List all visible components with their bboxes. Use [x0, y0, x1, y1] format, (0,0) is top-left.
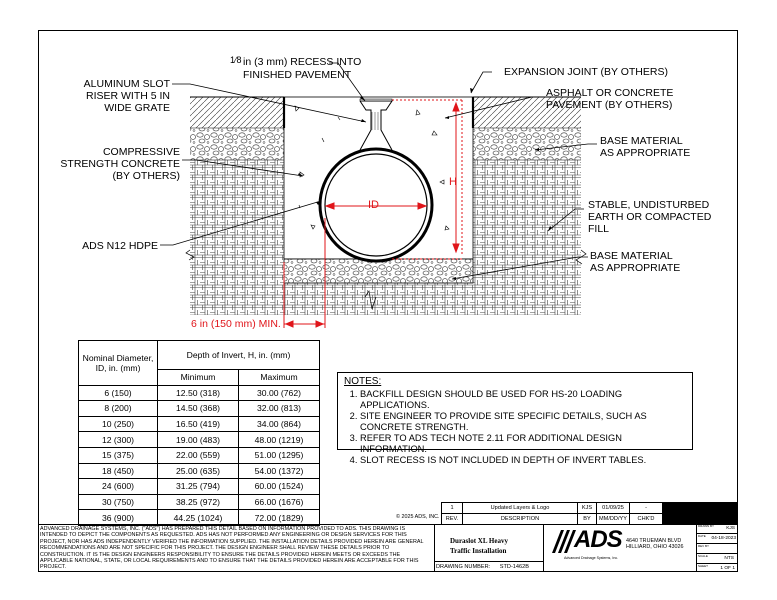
table-cell-min: 12.50 (318)	[158, 385, 239, 401]
rev-header-by: BY	[577, 513, 597, 525]
earth-right	[473, 160, 581, 315]
table-header-min: Minimum	[158, 370, 239, 386]
stable-earth-label: STABLE, UNDISTURBED EARTH OR COMPACTED FILL	[588, 199, 712, 235]
table-cell-min: 38.25 (972)	[158, 494, 239, 510]
table-cell-max: 32.00 (813)	[239, 401, 320, 417]
earth-bottom	[284, 283, 473, 315]
table-row	[79, 385, 320, 401]
id-dimension-label: ID	[368, 199, 379, 211]
rev-number: 1	[441, 502, 463, 514]
slot-riser-label: ALUMINUM SLOT RISER WITH 5 IN WIDE GRATE	[83, 78, 170, 114]
asphalt-label: ASPHALT OR CONCRETE PAVEMENT (BY OTHERS)	[546, 87, 674, 111]
note-item: 4. SLOT RECESS IS NOT INCLUDED IN DEPTH OF INVERT TABLES.	[360, 455, 686, 466]
base-material-bottom-label: BASE MATERIAL AS APPROPRIATE	[590, 250, 681, 274]
ads-logo: ADS Advanced Drainage Systems, Inc.	[550, 528, 620, 562]
table-cell-diameter: 10 (250)	[79, 416, 158, 432]
rev-header-rev: REV.	[441, 513, 463, 525]
table-row	[79, 447, 320, 463]
rev-header-description: DESCRIPTION	[462, 513, 578, 525]
table-row	[79, 416, 320, 432]
copyright: © 2025 ADS, INC.	[396, 514, 440, 520]
table-cell-max: 54.00 (1372)	[239, 463, 320, 479]
rev-header-date: MM/DD/YY	[596, 513, 630, 525]
table-cell-diameter: 36 (900)	[79, 510, 158, 526]
table-row	[79, 463, 320, 479]
invert-depth-table	[78, 340, 320, 526]
table-row	[79, 401, 320, 417]
table-cell-max: 51.00 (1295)	[239, 447, 320, 463]
table-row	[79, 432, 320, 448]
base-gravel-left	[190, 128, 284, 160]
compressive-concrete-label: COMPRESSIVE STRENGTH CONCRETE (BY OTHERS)	[60, 146, 180, 182]
recess-fraction: 1⁄8	[230, 55, 242, 65]
base-gravel-right	[473, 128, 581, 160]
table-cell-max: 60.00 (1524)	[239, 479, 320, 495]
drawing-number-row	[434, 561, 544, 572]
table-row	[79, 479, 320, 495]
rev-description: Updated Layers & Logo	[462, 502, 578, 514]
title-block-black-bar	[663, 502, 738, 525]
base-material-top-label: BASE MATERIAL AS APPROPRIATE	[600, 135, 691, 159]
table-cell-diameter: 6 (150)	[79, 385, 158, 401]
table-cell-diameter: 12 (300)	[79, 432, 158, 448]
rev-checked: -	[629, 502, 663, 514]
table-row	[79, 494, 320, 510]
table-cell-diameter: 15 (375)	[79, 447, 158, 463]
note-item: 3. REFER TO ADS TECH NOTE 2.11 FOR ADDITIONAL DESIGN INFORMATION.	[360, 433, 686, 455]
table-cell-min: 25.00 (635)	[158, 463, 239, 479]
note-item: 2. SITE ENGINEER TO PROVIDE SITE SPECIFIC DETAILS, SUCH AS CONCRETE STRENGTH.	[360, 411, 686, 433]
disclaimer-text: ADVANCED DRAINAGE SYSTEMS, INC. ("ADS") HAS PREPARED THIS DETAIL BASED ON INFORMATION PROVIDED TO ADS. THIS DRAWING IS INTENDED TO DEPICT THE COMPONENTS AS REQUESTED. ADS HAS NOT PERFORMED ANY ENGINEERING OR DESIGN SERVICES FOR THIS PROJECT, NOR HAS ADS INDEPENDENTLY VERIFIED THE INFORMATION SUPPLIED. THE INSTALLATION DETAILS PROVIDED HEREIN ARE GENERAL RECOMMENDATIONS AND ARE NOT SPECIFIC FOR THIS PROJECT. THE DESIGN ENGINEER SHALL REVIEW THESE DETAILS PRIOR TO CONSTRUCTION. IT IS THE DESIGN ENGINEERS RESPONSIBILITY TO ENSURE THE DETAILS PROVIDED HEREIN MEETS OR EXCEEDS THE APPLICABLE NATIONAL, STATE, OR LOCAL REQUIREMENTS AND TO ENSURE THAT THE DETAILS PROVIDED HEREIN ARE ACCEPTABLE FOR THIS PROJECT.	[40, 526, 424, 571]
expansion-joint-label: EXPANSION JOINT (BY OTHERS)	[504, 66, 668, 78]
table-cell-diameter: 18 (450)	[79, 463, 158, 479]
table-cell-min: 16.50 (419)	[158, 416, 239, 432]
note-item: 1. BACKFILL DESIGN SHOULD BE USED FOR HS-20 LOADING APPLICATIONS.	[360, 389, 686, 411]
table-cell-min: 31.25 (794)	[158, 479, 239, 495]
table-cell-max: 48.00 (1219)	[239, 432, 320, 448]
table-cell-diameter: 8 (200)	[79, 401, 158, 417]
table-header-diameter: Nominal Diameter, ID, in. (mm)	[79, 341, 158, 386]
rev-by: KJS	[577, 502, 597, 514]
base-gravel-bottom	[284, 259, 473, 283]
notes-title: NOTES:	[344, 376, 382, 387]
table-cell-min: 44.25 (1024)	[158, 510, 239, 526]
title-block-info: DRAWN BY KJS DATE 04-18-2023 REV BY SCALE NTS SHEET 1 OF 1	[698, 524, 736, 571]
rev-date: 01/09/25	[596, 502, 630, 514]
table-header-max: Maximum	[239, 370, 320, 386]
notes-box	[337, 372, 693, 465]
recess-label-line2: FINISHED PAVEMENT	[243, 69, 352, 81]
drawing-number-label: DRAWING NUMBER:	[436, 564, 491, 570]
min-clearance-label: 6 in (150 mm) MIN.	[191, 318, 281, 330]
table-header-depth: Depth of Invert, H, in. (mm)	[158, 341, 320, 370]
table-cell-max: 34.00 (864)	[239, 416, 320, 432]
h-dimension-label: H	[449, 176, 457, 188]
table-cell-max: 66.00 (1676)	[239, 494, 320, 510]
hdpe-label: ADS N12 HDPE	[82, 240, 158, 252]
drawing-number: STD-1462B	[499, 564, 529, 570]
table-cell-max: 30.00 (762)	[239, 385, 320, 401]
table-cell-diameter: 30 (750)	[79, 494, 158, 510]
earth-left	[190, 160, 284, 315]
table-cell-diameter: 24 (600)	[79, 479, 158, 495]
table-cell-min: 14.50 (368)	[158, 401, 239, 417]
table-cell-max: 72.00 (1829)	[239, 510, 320, 526]
table-cell-min: 22.00 (559)	[158, 447, 239, 463]
company-address: 4640 TRUEMAN BLVD HILLIARD, OHIO 43026	[626, 538, 684, 551]
drawing-title: Duraslot XL Heavy Traffic Installation	[450, 537, 508, 555]
recess-label-line1: in (3 mm) RECESS INTO	[243, 56, 362, 68]
rev-header-checked: CHK'D	[629, 513, 663, 525]
table-cell-min: 19.00 (483)	[158, 432, 239, 448]
